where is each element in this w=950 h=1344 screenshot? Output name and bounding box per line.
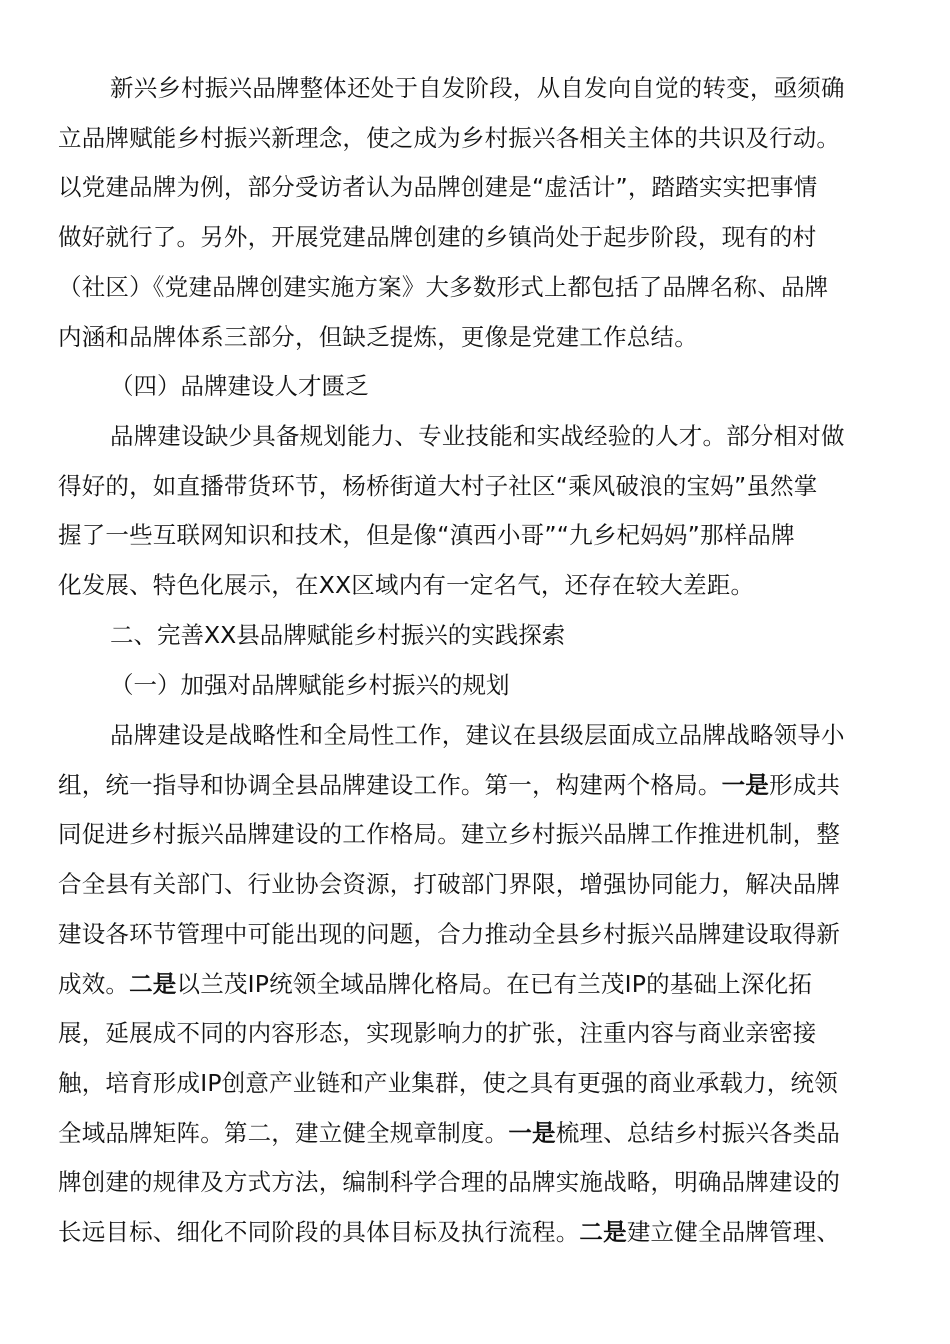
text-line: 新兴乡村振兴品牌整体还处于自发阶段，从自发向自觉的转变，亟须确 [110, 74, 845, 102]
bold-marker: 二是 [579, 1218, 627, 1247]
text-line: 握了一些互联网知识和技术，但是像“滇西小哥”“九乡杞妈妈”那样品牌 [58, 521, 795, 550]
text-line: 化发展、特色化展示，在XX区域内有一定名气，还存在较大差距。 [58, 571, 755, 600]
text-run: 以兰茂IP统领全域品牌化格局。在已有兰茂IP的基础上深化拓 [176, 969, 813, 998]
text-run: 建立健全品牌管理、 [626, 1218, 841, 1247]
bold-marker: 一是 [508, 1118, 556, 1147]
heading-planning: （一）加强对品牌赋能乡村振兴的规划 [110, 671, 510, 699]
text-line [58, 1109, 884, 1159]
text-line: 做好就行了。另外，开展党建品牌创建的乡镇尚处于起步阶段，现有的村 [58, 223, 817, 252]
paragraph-brand-awareness [58, 64, 884, 362]
text-run: 长远目标、细化不同阶段的具体目标及执行流程。 [58, 1218, 580, 1247]
text-line: 同促进乡村振兴品牌建设的工作格局。建立乡村振兴品牌工作推进机制，整 [58, 820, 841, 849]
text-line [58, 1208, 884, 1258]
text-line: （社区）《党建品牌创建实施方案》大多数形式上都包括了品牌名称、品牌 [58, 272, 829, 301]
paragraph-talent [58, 412, 884, 611]
text-line: 牌创建的规律及方式方法，编制科学合理的品牌实施战略，明确品牌建设的 [58, 1168, 841, 1197]
bold-marker: 一是 [721, 770, 770, 799]
text-line: 得好的，如直播带货环节，杨桥街道大村子社区“乘风破浪的宝妈”虽然掌 [58, 471, 818, 500]
text-line: 品牌建设是战略性和全局性工作，建议在县级层面成立品牌战略领导小 [110, 721, 845, 749]
text-line: 建设各环节管理中可能出现的问题，合力推动全县乡村振兴品牌建设取得新 [58, 919, 841, 948]
section-heading-practice: 二、完善XX县品牌赋能乡村振兴的实践探索 [110, 621, 566, 649]
text-run: 形成共 [769, 770, 841, 799]
text-line: 触，培育形成IP创意产业链和产业集群，使之具有更强的商业承载力，统领 [58, 1068, 838, 1097]
paragraph-planning [58, 711, 884, 1258]
text-line: 合全县有关部门、行业协会资源，打破部门界限，增强协同能力，解决品牌 [58, 870, 841, 899]
text-line: 展，延展成不同的内容形态，实现影响力的扩张，注重内容与商业亲密接 [58, 1019, 817, 1048]
text-line [58, 960, 884, 1010]
text-line: 内涵和品牌体系三部分，但缺乏提炼，更像是党建工作总结。 [58, 322, 698, 351]
text-line [58, 761, 884, 811]
bold-marker: 二是 [129, 969, 177, 998]
text-run: 梳理、总结乡村振兴各类品 [555, 1118, 841, 1147]
heading-talent-shortage: （四）品牌建设人才匮乏 [110, 372, 369, 400]
text-run: 成效。 [58, 969, 130, 998]
text-line: 品牌建设缺少具备规划能力、专业技能和实战经验的人才。部分相对做 [110, 422, 845, 450]
text-run: 组，统一指导和协调全县品牌建设工作。第一，构建两个格局。 [58, 770, 722, 799]
text-line: 以党建品牌为例，部分受访者认为品牌创建是“虚活计”，踏踏实实把事情 [58, 173, 818, 202]
text-run: 全域品牌矩阵。第二，建立健全规章制度。 [58, 1118, 509, 1147]
text-line: 立品牌赋能乡村振兴新理念，使之成为乡村振兴各相关主体的共识及行动。 [58, 123, 841, 152]
